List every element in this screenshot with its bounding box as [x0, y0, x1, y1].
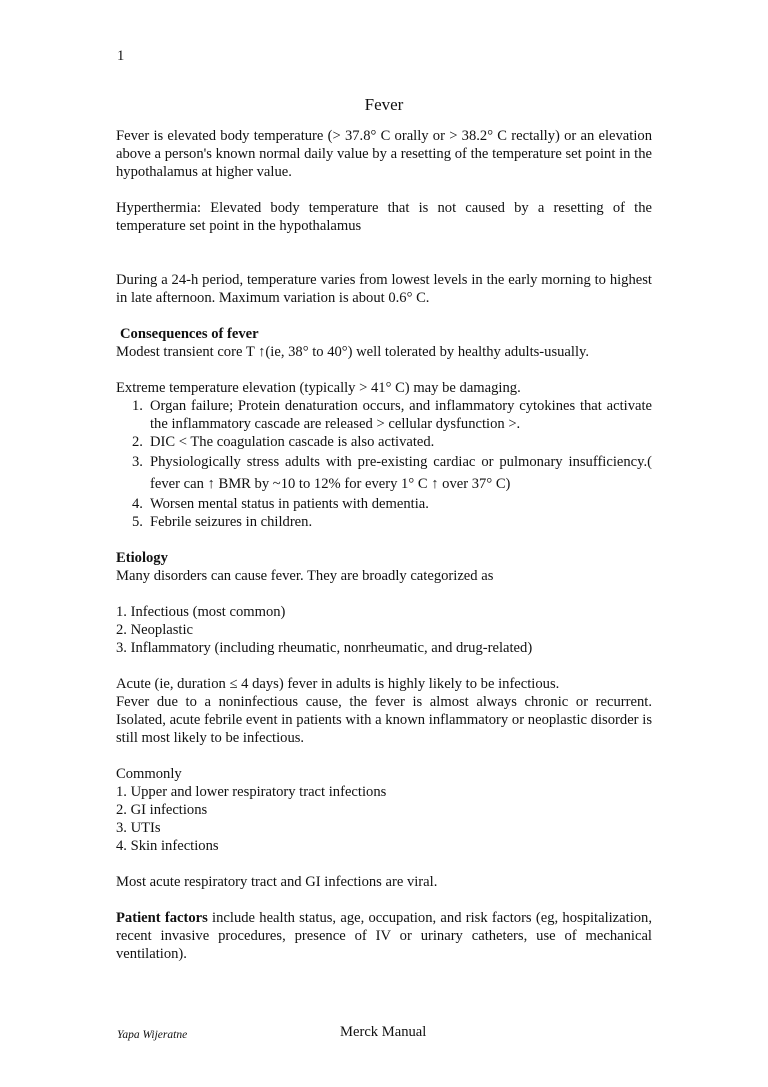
consequences-list [116, 397, 652, 531]
list-item: 1. Organ failure; Protein denaturation occurs, and inflammatory cytokines that activate the inflammatory cascade are released > cellular dysfunction >. [132, 398, 652, 432]
list-item: 2. DIC < The coagulation cascade is also activated. [132, 434, 435, 450]
common-infection-item: 4. Skin infections [116, 838, 219, 854]
list-item: 5. Febrile seizures in children. [132, 514, 313, 530]
hyperthermia-paragraph: Hyperthermia: Elevated body temperature that is not caused by a resetting of the temperature set point in the hypothalamus [116, 200, 652, 234]
patient-factors-label: Patient factors [116, 910, 208, 926]
list-item: 3. Physiologically stress adults with pre-existing cardiac or pulmonary insufficiency.( fever can ↑ BMR by ~10 to 12% for every 1° C ↑ over 37° C) [132, 454, 652, 492]
common-infection-item: 3. UTIs [116, 820, 161, 836]
document-body [116, 95, 652, 963]
noninfectious-text: Fever due to a noninfectious cause, the fever is almost always chronic or recurrent. Isolated, acute febrile event in patients with a known inflammatory or neoplastic disorder is still most likely to be infectious. [116, 694, 652, 746]
list-item: 4. Worsen mental status in patients with dementia. [132, 496, 429, 512]
page-title: Fever [364, 95, 404, 114]
acute-fever-text: Acute (ie, duration ≤ 4 days) fever in adults is highly likely to be infectious. [116, 676, 560, 692]
intro-paragraph: Fever is elevated body temperature (> 37.8° C orally or > 38.2° C rectally) or an elevation above a person's known normal daily value by a resetting of the temperature set point in the hypothalamus at higher value. [116, 128, 652, 180]
page-number: 1 [117, 48, 125, 64]
category-item: 2. Neoplastic [116, 622, 194, 638]
extreme-elevation-text: Extreme temperature elevation (typically > 41° C) may be damaging. [116, 380, 521, 396]
patient-factors-paragraph: Patient factors include health status, age, occupation, and risk factors (eg, hospitalization, recent invasive procedures, presence of IV or urinary catheters, use of mechanical ventilation). [116, 910, 652, 962]
viral-infections-text: Most acute respiratory tract and GI infections are viral. [116, 874, 438, 890]
daily-variation-paragraph: During a 24-h period, temperature varies from lowest levels in the early morning to highest in late afternoon. Maximum variation is about 0.6° C. [116, 272, 652, 306]
footer-author: Yapa Wijeratne [117, 1029, 188, 1041]
category-item: 1. Infectious (most common) [116, 604, 286, 620]
commonly-label: Commonly [116, 766, 182, 782]
consequences-heading: Consequences of fever [120, 326, 259, 342]
modest-elevation-text: Modest transient core T ↑(ie, 38° to 40°) well tolerated by healthy adults-usually. [116, 344, 590, 360]
etiology-intro: Many disorders can cause fever. They are broadly categorized as [116, 568, 494, 584]
footer-source: Merck Manual [340, 1024, 427, 1040]
common-infection-item: 1. Upper and lower respiratory tract infections [116, 784, 387, 800]
category-item: 3. Inflammatory (including rheumatic, nonrheumatic, and drug-related) [116, 640, 533, 656]
common-infection-item: 2. GI infections [116, 802, 208, 818]
etiology-heading: Etiology [116, 550, 168, 566]
